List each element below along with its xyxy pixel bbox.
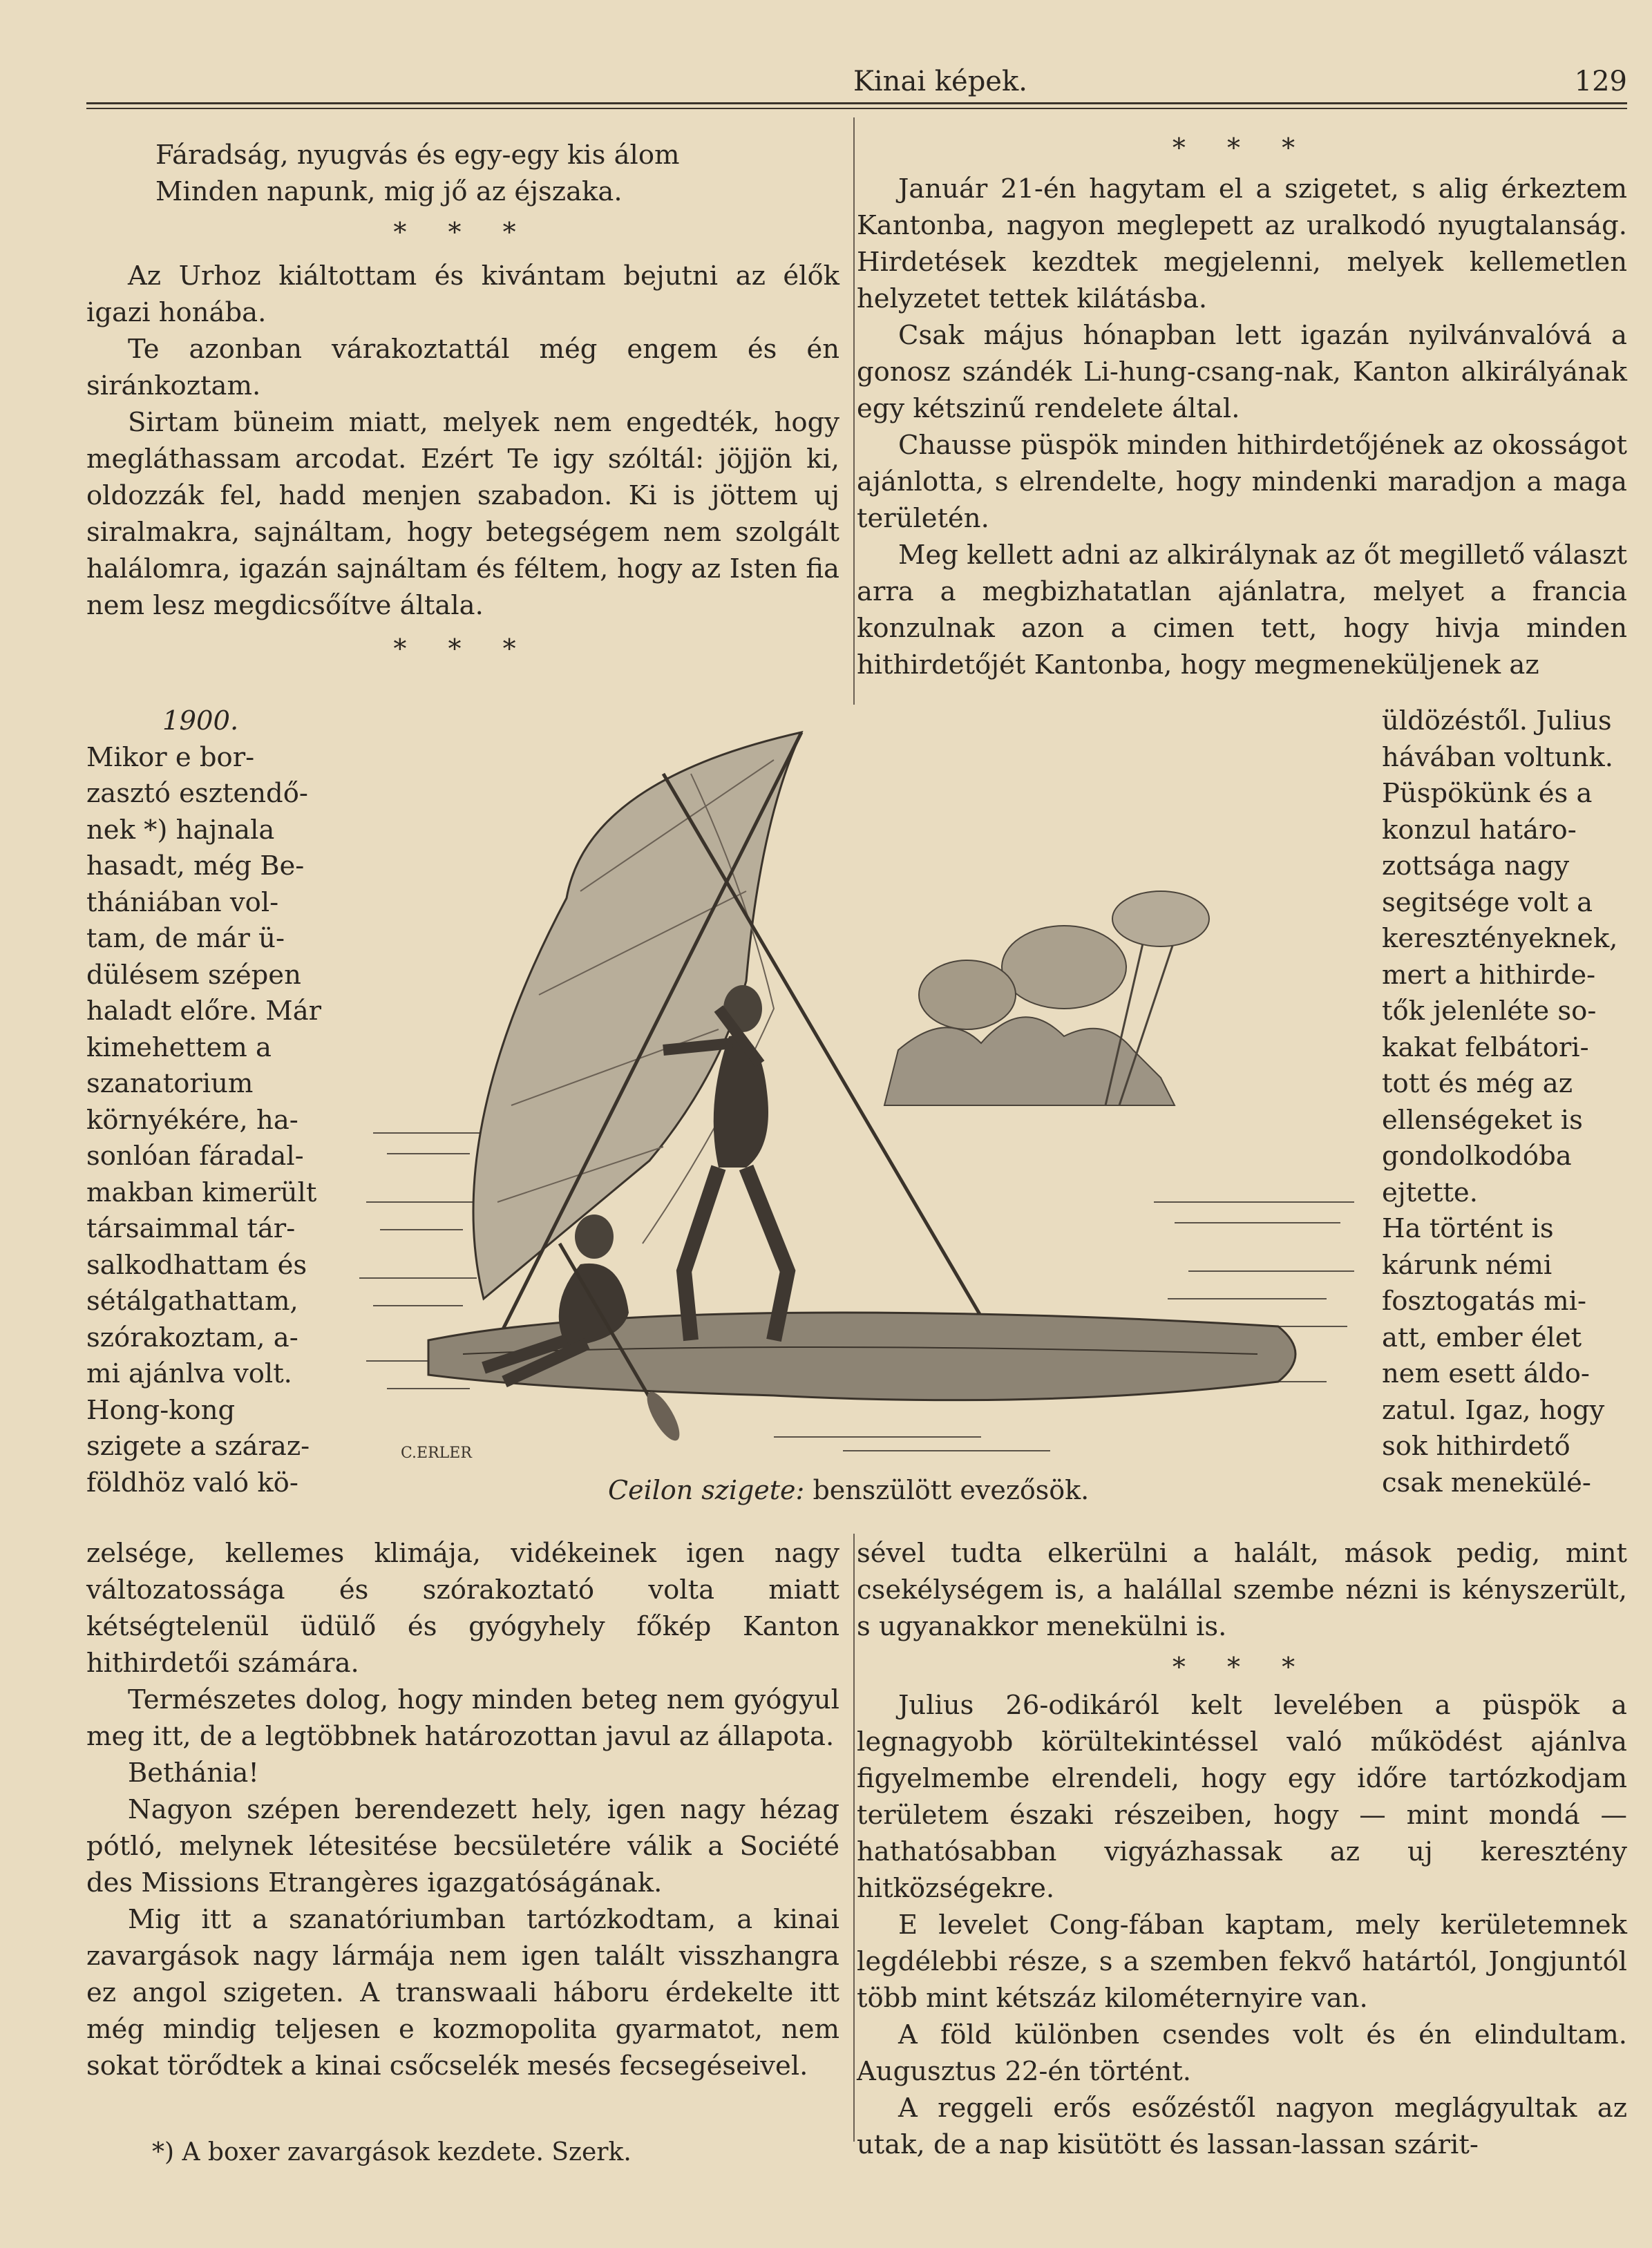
right-narrow-column: [1382, 703, 1627, 1501]
text-line: tők jelenléte so-: [1382, 996, 1597, 1027]
text-line: kakat felbátori-: [1382, 1031, 1589, 1063]
caption-text: benszülött evezősök.: [804, 1475, 1090, 1505]
text-line: att, ember élet: [1382, 1322, 1582, 1353]
text-line: makban kimerült: [86, 1177, 317, 1208]
column-divider-top: [853, 117, 855, 705]
paragraph: zelsége, kellemes klimája, vidékeinek igen nagy változatossága és szórakoztató volta miatt kétségtelenül üdülő és gyógyhely főkép Kanton hithirdetői számára.: [86, 1538, 839, 1679]
text-line: ellenségeket is: [1382, 1104, 1583, 1136]
paragraph: Sirtam büneim miatt, melyek nem engedték, hogy megláthassam arcodat. Ezért Te igy szóltál: jöjjön ki, oldozzák fel, hadd menjen szabadon. Ki is jöttem uj siralmakra, sajnáltam, hogy betegségem nem szolgált halálomra, igazán sajnáltam és féltem, hogy az Isten fia nem lesz megdicsőítve általa.: [86, 407, 839, 621]
paragraph: Mig itt a szanatóriumban tartózkodtam, a kinai zavargások nagy lármája nem igen talált visszhangra ez angol szigeten. A transwaali háboru érdekelte itt még mindig teljesen e kozmopolita gyarmatot, nem sokat törődtek a kinai csőcselék mesés fecsegéseivel.: [86, 1904, 839, 2082]
paragraph: sével tudta elkerülni a halált, mások pedig, mint csekélységem is, a halállal szembe nézni is kényszerült, s ugyanakkor menekülni is.: [857, 1538, 1627, 1642]
text-line: nem esett áldo-: [1382, 1358, 1590, 1389]
text-line: haladt előre. Már: [86, 996, 322, 1027]
text-line: thániában vol-: [86, 886, 279, 918]
text-line: keresztényeknek,: [1382, 923, 1618, 954]
text-line: konzul határo-: [1382, 814, 1577, 846]
text-line: zasztó esztendő-: [86, 778, 308, 809]
text-line: Hong-kong: [86, 1394, 236, 1426]
text-line: Mikor e bor-: [86, 741, 255, 773]
paragraph: Meg kellett adni az alkirálynak az őt megillető választ arra a megbizhatatlan ajánlatra, melyet a francia konzulnak azon a cimen tett, hogy hivja minden hithirdetőjét Kantonba, hogy megmeneküljenek az: [857, 540, 1627, 680]
paragraph: Az Urhoz kiáltottam és kivántam bejutni az élők igazi honába.: [86, 260, 839, 328]
text-line: hávában voltunk.: [1382, 741, 1613, 773]
left-column-bottom: [86, 1535, 839, 2084]
text-line: szanatorium: [86, 1068, 254, 1099]
text-line: segitsége volt a: [1382, 886, 1593, 918]
text-line: földhöz való kö-: [86, 1467, 298, 1498]
footnote: *) A boxer zavargások kezdete. Szerk.: [152, 2138, 632, 2166]
text-line: kimehettem a: [86, 1031, 272, 1063]
paragraph: A föld különben csendes volt és én elindultam. Augusztus 22-én történt.: [857, 2019, 1627, 2087]
text-line: mi ajánlva volt.: [86, 1358, 292, 1389]
figure-caption: [608, 1475, 1089, 1505]
text-line: sok hithirdető: [1382, 1431, 1570, 1462]
text-line: mert a hithirde-: [1382, 959, 1596, 991]
text-line: üldözéstől. Julius: [1382, 705, 1612, 736]
text-line: Püspökünk és a: [1382, 778, 1593, 809]
text-line: Ha történt is: [1382, 1213, 1554, 1244]
right-column-bottom: [857, 1535, 1627, 2163]
running-title: Kinai képek.: [853, 66, 1027, 97]
text-line: tam, de már ü-: [86, 923, 285, 954]
left-narrow-column: [86, 703, 322, 1501]
illustration-ceylon-rowers: [359, 718, 1361, 1471]
text-line: nek *) hajnala: [86, 814, 275, 846]
text-line: dülésem szépen: [86, 959, 301, 991]
text-line: sonlóan fáradal-: [86, 1141, 304, 1172]
paragraph: Bethánia!: [128, 1758, 259, 1789]
header-rule-bottom: [86, 108, 1627, 109]
text-line: gondolkodóba: [1382, 1141, 1572, 1172]
paragraph: Te azonban várakoztattál még engem és én siránkoztam.: [86, 334, 839, 401]
section-divider: * * *: [393, 634, 533, 664]
header-rule-top: [86, 102, 1627, 104]
caption-place: Ceilon szigete:: [608, 1475, 805, 1505]
section-divider: * * *: [393, 217, 533, 247]
paragraph: Január 21-én hagytam el a szigetet, s alig érkeztem Kantonba, nagyon meglepett az uralkodó nyugtalanság. Hirdetések kezdtek megjelenni, melyek kellemetlen helyzetet tettek kilátásba.: [857, 173, 1627, 314]
left-column-top: [86, 137, 839, 667]
text-line: salkodhattam és: [86, 1249, 307, 1281]
text-line: fosztogatás mi-: [1382, 1286, 1586, 1317]
paragraph: Chausse püspök minden hithirdetőjének az okosságot ajánlotta, s elrendelte, hogy mindenki maradjon a maga területén.: [857, 430, 1627, 534]
island-trees-icon: [884, 891, 1209, 1105]
year-heading: 1900.: [162, 705, 239, 736]
section-divider: * * *: [1172, 1652, 1312, 1682]
page-number: 129: [1574, 66, 1627, 97]
text-line: hasadt, még Be-: [86, 850, 305, 882]
paragraph: A reggeli erős esőzéstől nagyon meglágyultak az utak, de a nap kisütött és lassan-lassan szárit-: [857, 2093, 1627, 2160]
text-line: szórakoztam, a-: [86, 1322, 298, 1353]
text-line: környékére, ha-: [86, 1104, 298, 1136]
verse-line-1: Fáradság, nyugvás és egy-egy kis álom: [155, 140, 680, 171]
text-line: kárunk némi: [1382, 1249, 1553, 1281]
section-divider: * * *: [1172, 133, 1312, 163]
paragraph: Természetes dolog, hogy minden beteg nem gyógyul meg itt, de a legtöbbnek határozottan javul az állapota.: [86, 1684, 839, 1752]
text-line: tott és még az: [1382, 1068, 1573, 1099]
column-divider-bottom: [853, 1534, 855, 2142]
text-line: zatul. Igaz, hogy: [1382, 1394, 1605, 1426]
running-header: [86, 66, 1627, 107]
text-line: ejtette.: [1382, 1177, 1478, 1208]
text-line: társaimmal tár-: [86, 1213, 296, 1244]
paragraph: Nagyon szépen berendezett hely, igen nagy hézag pótló, melynek létesitése becsületére válik a Société des Missions Etrangères igazgatóságának.: [86, 1794, 839, 1898]
text-line: szigete a száraz-: [86, 1431, 310, 1462]
paragraph: Julius 26-odikáról kelt levelében a püspök a legnagyobb körültekintéssel való működést ajánlva figyelmembe elrendeli, hogy egy időre tartózkodjam területem északi részeiben, hogy — mint mondá — hathatósabban vigyázhassak az uj keresztény hitközségekre.: [857, 1690, 1627, 1904]
artist-signature: C.ERLER: [401, 1445, 472, 1462]
verse-line-2: Minden napunk, mig jő az éjszaka.: [155, 176, 623, 207]
right-column-top: [857, 130, 1627, 683]
text-line: zottsága nagy: [1382, 850, 1570, 882]
paragraph: E levelet Cong-fában kaptam, mely kerületemnek legdélebbi része, s a szemben fekvő határtól, Jongjuntól több mint kétszáz kilométernyire van.: [857, 1909, 1627, 2014]
text-line: sétálgathattam,: [86, 1286, 298, 1317]
paragraph: Csak május hónapban lett igazán nyilvánvalóvá a gonosz szándék Li-hung-csang-nak, Kanton alkirályának egy kétszinű rendelete által.: [857, 320, 1627, 424]
text-line: csak menekülé-: [1382, 1467, 1591, 1498]
